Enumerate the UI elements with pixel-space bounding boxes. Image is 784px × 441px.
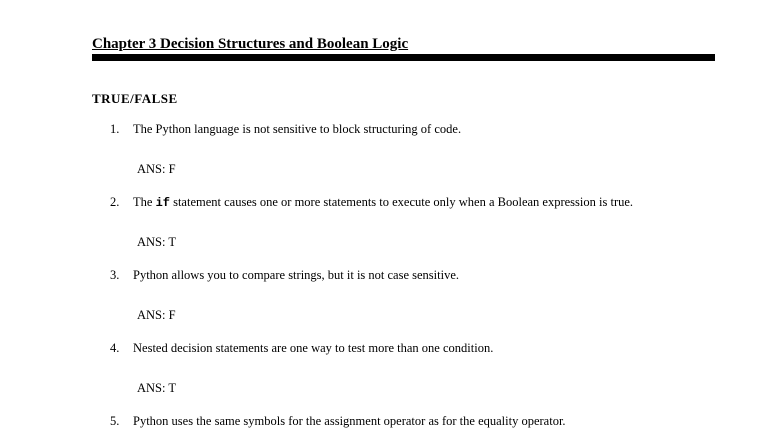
question-5: [110, 414, 566, 429]
answer-2: ANS: T: [137, 235, 177, 249]
code-keyword: if: [155, 196, 170, 210]
question-text: Python allows you to compare strings, but it is not case sensitive.: [133, 268, 460, 282]
question-text: Python uses the same symbols for the assignment operator as for the equality operator.: [133, 414, 566, 428]
answer-1: ANS: F: [137, 162, 176, 176]
question-text: The Python language is not sensitive to block structuring of code.: [133, 122, 462, 136]
question-text: The: [133, 195, 156, 209]
question-number: 5.: [110, 414, 120, 428]
question-number: 1.: [110, 122, 120, 136]
question-3: [110, 268, 459, 283]
answer-4: ANS: T: [137, 381, 177, 395]
question-text: Nested decision statements are one way to test more than one condition.: [133, 341, 494, 355]
title-rule: [92, 54, 715, 61]
question-2: [110, 195, 633, 210]
question-text: statement causes one or more statements to execute only when a Boolean expression is true.: [169, 195, 634, 209]
question-1: [110, 122, 461, 137]
question-number: 2.: [110, 195, 120, 209]
chapter-title: Chapter 3 Decision Structures and Boolean Logic: [92, 36, 409, 52]
question-4: [110, 341, 493, 356]
question-number: 4.: [110, 341, 120, 355]
answer-3: ANS: F: [137, 308, 176, 322]
question-number: 3.: [110, 268, 120, 282]
section-heading: TRUE/FALSE: [92, 91, 178, 106]
